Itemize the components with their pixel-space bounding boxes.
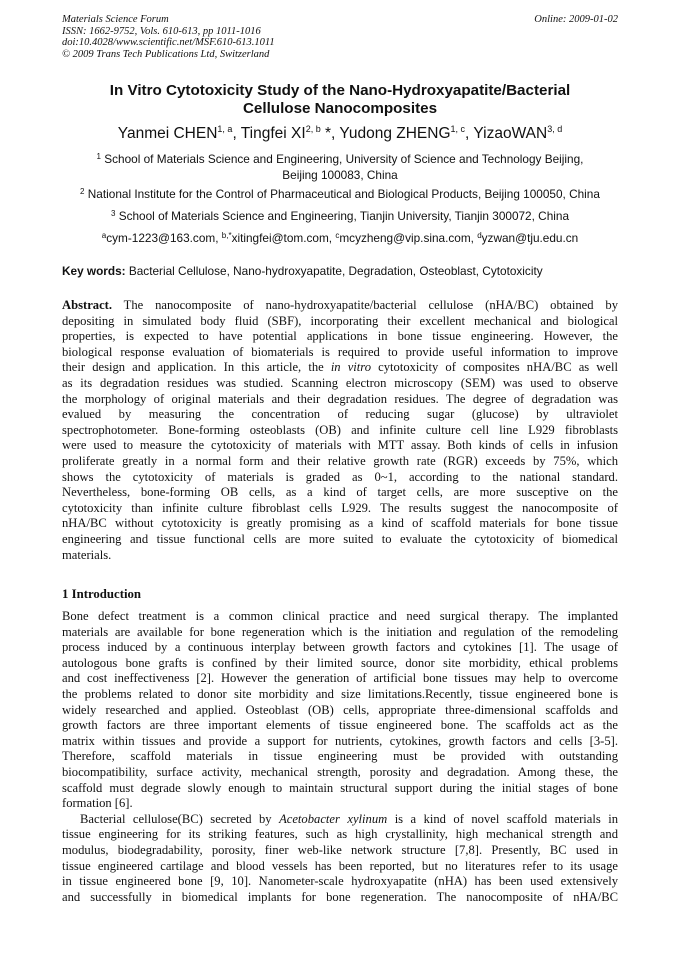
abstract-line-text: were used to measure the cytotoxicity of materials with MTT assay. Both kinds of cells in infusion: [62, 438, 618, 453]
author-name: YizaoWAN: [473, 125, 548, 142]
abstract-line-text: shows the cytotoxicity of materials is graded as 0~1, according to the national standard.: [62, 469, 618, 484]
introduction-line: in tissue engineered bone [9, 10]. Nanometer-scale hydroxyapatite (nHA) has been used extensively: [62, 874, 618, 889]
author-emails: [56, 230, 624, 246]
introduction-line: modulus, biodegradability, porosity, finer web-like network structure [7,8]. Presently, BC used in: [62, 842, 618, 857]
affiliation-number: 3: [110, 209, 116, 218]
affiliation-2-line: [56, 186, 624, 202]
keywords-text: Bacterial Cellulose, Nano-hydroxyapatite, Degradation, Osteoblast, Cytotoxicity: [125, 264, 543, 278]
abstract-line: [62, 532, 618, 548]
introduction-line: and cost ineffectiveness [2]. However the generation of artificial bone tissues may help to overcome: [62, 671, 618, 686]
author-superscript: 3, d: [547, 124, 563, 134]
introduction-line: biocompatibility, surface activity, mechanical strength, porosity and degradation. Among these, the: [62, 764, 618, 779]
introduction-line: tissue engineering for its striking features, such as high crystallinity, high mechanical strength and: [62, 827, 618, 842]
author-name: Tingfei XI: [240, 125, 306, 142]
copyright-line: © 2009 Trans Tech Publications Ltd, Switzerland: [62, 48, 270, 60]
introduction-line: the problems related to donor site morbidity and size limitations.Recently, tissue engineered bone is: [62, 686, 618, 701]
introduction-line: autologous bone grafts is confined by their limited source, donor site morbidity, ethical problems: [62, 655, 618, 670]
abstract-line-text: biological response evaluation of biomaterials is required to provide useful information to improve: [62, 344, 618, 359]
abstract-line: [62, 360, 618, 376]
abstract-line: [62, 470, 618, 486]
email-link[interactable]: yzwan@tju.edu.cn: [481, 231, 579, 245]
doi-line: doi:10.4028/www.scientific.net/MSF.610-613.1011: [62, 37, 275, 48]
abstract-line: [62, 376, 618, 392]
affiliation-3-line: [56, 208, 624, 224]
email-superscript: b,*: [221, 231, 232, 240]
affiliation-text: National Institute for the Control of Pharmaceutical and Biological Products, Beijing 100050, China: [84, 187, 600, 201]
abstract-line-text: Nevertheless, bone-forming OB cells, as a kind of target cells, are more susceptive on the: [62, 485, 618, 500]
author-name: Yudong ZHENG: [339, 125, 451, 142]
affiliation-1: [56, 151, 624, 183]
paper-title: [62, 82, 618, 118]
affiliation-text: School of Materials Science and Engineering, Tianjin University, Tianjin 300072, China: [115, 209, 570, 223]
abstract-line: [62, 407, 618, 423]
introduction-line: matrix within tissues and provide a support for nutrients, cytokines, growth factors and cells [3-5].: [62, 733, 618, 748]
abstract-line-text: properties, is expected to have potential applications in bone tissue engineering. However, the: [62, 329, 618, 344]
introduction-body: [62, 609, 618, 905]
abstract-line: [62, 314, 618, 330]
introduction-line: scaffold must degrade slowly enough to maintain structural support during the initial stages of bone: [62, 780, 618, 795]
keywords-label: Key words:: [62, 264, 126, 278]
abstract-line-text: cytotoxicity than infinite culture fibroblast cells L929. The results suggest the nanocomposite of: [62, 500, 618, 515]
publication-header: [62, 14, 618, 60]
affiliation-number: 2: [80, 187, 85, 196]
abstract-line-text: their design and application. In this article, the in vitro cytotoxicity of composites nHA/BC as well: [62, 360, 618, 375]
abstract-line: [62, 548, 618, 564]
email-superscript: c: [335, 231, 340, 240]
email-link[interactable]: xitingfei@tom.com,: [231, 231, 336, 245]
introduction-line: and successfully in biomedical implants for bone regeneration. The nanocomposite of nHA/BC: [62, 889, 618, 904]
abstract-line-text: nHA/BC without cytotoxicity is greatly promising as a kind of scaffold materials for bone tissue: [62, 516, 618, 531]
affiliation-3: [56, 208, 624, 224]
keywords: [62, 263, 618, 279]
abstract-line: [62, 501, 618, 517]
email-superscript: a: [101, 231, 107, 240]
author-list: [40, 124, 640, 144]
abstract-line-text: engineering and tissue functional cells are more suited to evaluate the cytotoxicity of biomedical: [62, 531, 618, 546]
affiliation-1-line-1: [56, 151, 624, 167]
introduction-line: Bone defect treatment is a common clinical practice and need surgical therapy. The implanted: [62, 609, 618, 623]
author-separator: ,: [465, 125, 474, 142]
abstract-line-text: spectrophotometer. Bone-forming osteoblasts (OB) and infinite culture cell line L929 fibroblasts: [62, 422, 618, 437]
title-line-2: Cellulose Nanocomposites: [242, 100, 438, 117]
abstract-line: [62, 454, 618, 470]
introduction-line: Therefore, scaffold materials in tissue engineering must be provided with outstanding: [62, 749, 618, 764]
introduction-line: growth factors are three important elements of tissue engineered bone. The scaffolds act as the: [62, 718, 618, 733]
abstract-label: Abstract.: [62, 298, 113, 312]
author-superscript: 1, c: [450, 124, 466, 134]
title-line-1: In Vitro Cytotoxicity Study of the Nano-Hydroxyapatite/Bacterial: [109, 82, 571, 99]
abstract-line-text: materials.: [62, 547, 112, 562]
author-separator: *,: [320, 125, 340, 142]
introduction-line: formation [6].: [62, 796, 133, 811]
abstract-line: [62, 423, 618, 439]
abstract-line: [62, 485, 618, 501]
abstract-line: [62, 516, 618, 532]
affiliation-text: School of Materials Science and Engineering, University of Science and Technology Beijing,: [101, 152, 584, 166]
author-name: Yanmei CHEN: [117, 125, 218, 142]
author-superscript: 1, a: [217, 124, 233, 134]
abstract-line-text: evalued by measuring the concentration of reducing sugar (glucose) by ultraviolet: [62, 407, 618, 422]
journal-name: Materials Science Forum: [62, 14, 169, 25]
abstract-line: [62, 298, 618, 314]
email-superscript: d: [477, 231, 482, 240]
abstract-line: [62, 392, 618, 408]
abstract-line-text: depositing in simulated body fluid (SBF), incorporating their excellent mechanical and biological: [62, 313, 618, 328]
email-link[interactable]: mcyzheng@vip.sina.com,: [339, 231, 478, 245]
introduction-line: tissue engineered cartilage and blood vessels has been reported, but no literatures refer to its usage: [62, 858, 618, 873]
abstract: [62, 298, 618, 563]
introduction-line: Bacterial cellulose(BC) secreted by Acetobacter xylinum is a kind of novel scaffold materials in: [80, 811, 618, 826]
abstract-line: [62, 345, 618, 361]
abstract-line: [62, 329, 618, 345]
abstract-line-text: proliferate greatly in a normal form and their relative growth rate (RGR) exceeds by 75%, which: [62, 453, 618, 468]
author-separator: ,: [232, 125, 241, 142]
affiliation-number: 1: [96, 152, 101, 161]
online-date: Online: 2009-01-02: [534, 14, 618, 25]
email-link[interactable]: cym-1223@163.com,: [106, 231, 222, 245]
abstract-line-text: The nanocomposite of nano-hydroxyapatite/bacterial cellulose (nHA/BC) obtained by: [112, 298, 618, 312]
affiliation-2: [56, 186, 624, 202]
abstract-line-text: as its degradation residues was studied. Scanning electron microscopy (SEM) was used to observe: [62, 375, 618, 390]
introduction-line: process induced by a continuous interplay between growth factors and cytokines [1]. The usage of: [62, 640, 618, 655]
abstract-line-text: the morphology of original materials and their degradation residues. The degree of degradation was: [62, 391, 618, 406]
abstract-line: [62, 438, 618, 454]
introduction-line: widely researched and applied. Osteoblast (OB) cells, appropriate three-dimensional scaffolds and: [62, 702, 618, 717]
introduction-line: materials are available for bone regeneration which is the initiation and regulation of the remodeling: [62, 624, 618, 639]
section-heading: 1 Introduction: [62, 587, 142, 601]
issn-line: ISSN: 1662-9752, Vols. 610-613, pp 1011-1016: [62, 25, 261, 37]
affiliation-1-line-2: Beijing 100083, China: [282, 168, 398, 182]
author-superscript: 2, b: [305, 124, 321, 134]
